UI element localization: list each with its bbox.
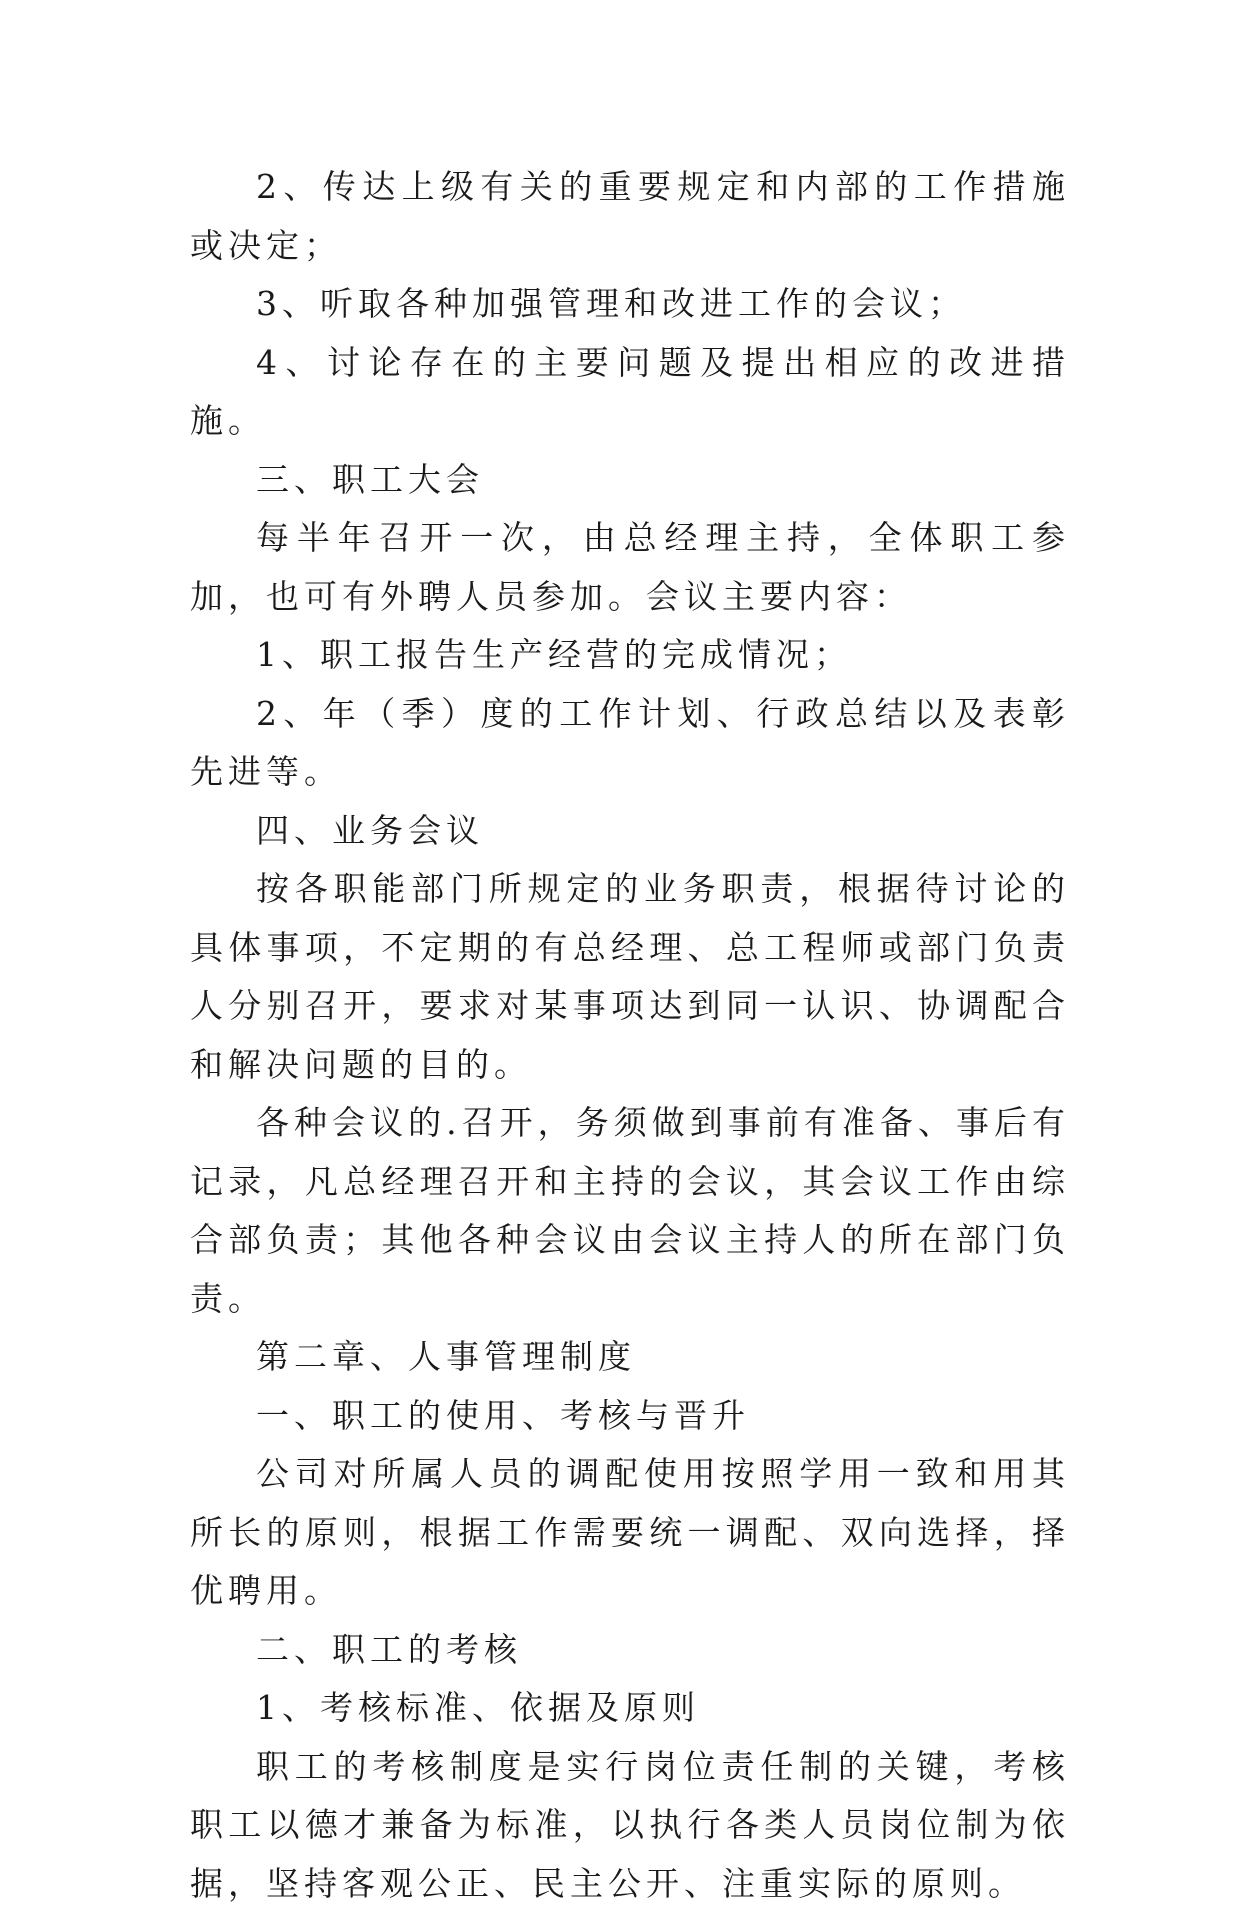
paragraph-assembly-item-1: 1、职工报告生产经营的完成情况；: [190, 626, 1070, 685]
section-heading-staff-use: 一、职工的使用、考核与晋升: [190, 1387, 1070, 1446]
chapter-heading-personnel: 第二章、人事管理制度: [190, 1328, 1070, 1387]
paragraph-assembly-item-2: 2、年（季）度的工作计划、行政总结以及表彰先进等。: [190, 685, 1070, 802]
paragraph-item-2: 2、传达上级有关的重要规定和内部的工作措施或决定；: [190, 158, 1070, 275]
subsection-heading-assessment-criteria: 1、考核标准、依据及原则: [190, 1679, 1070, 1738]
section-heading-staff-assembly: 三、职工大会: [190, 451, 1070, 510]
section-heading-staff-assessment: 二、职工的考核: [190, 1621, 1070, 1680]
document-body: [190, 158, 1070, 1913]
paragraph-item-4: 4、讨论存在的主要问题及提出相应的改进措施。: [190, 334, 1070, 451]
paragraph-staff-use: 公司对所属人员的调配使用按照学用一致和用其所长的原则，根据工作需要统一调配、双向选择，择优聘用。: [190, 1445, 1070, 1621]
paragraph-item-3: 3、听取各种加强管理和改进工作的会议；: [190, 275, 1070, 334]
paragraph-assessment-criteria: 职工的考核制度是实行岗位责任制的关键，考核职工以德才兼备为标准，以执行各类人员岗位制为依据，坚持客观公正、民主公开、注重实际的原则。: [190, 1738, 1070, 1913]
paragraph-business-meeting: 按各职能部门所规定的业务职责，根据待讨论的具体事项，不定期的有总经理、总工程师或部门负责人分别召开，要求对某事项达到同一认识、协调配合和解决问题的目的。: [190, 860, 1070, 1094]
paragraph-staff-assembly: 每半年召开一次，由总经理主持，全体职工参加，也可有外聘人员参加。会议主要内容：: [190, 509, 1070, 626]
paragraph-meeting-rules: 各种会议的.召开，务须做到事前有准备、事后有记录，凡总经理召开和主持的会议，其会议工作由综合部负责；其他各种会议由会议主持人的所在部门负责。: [190, 1094, 1070, 1328]
section-heading-business-meeting: 四、业务会议: [190, 802, 1070, 861]
